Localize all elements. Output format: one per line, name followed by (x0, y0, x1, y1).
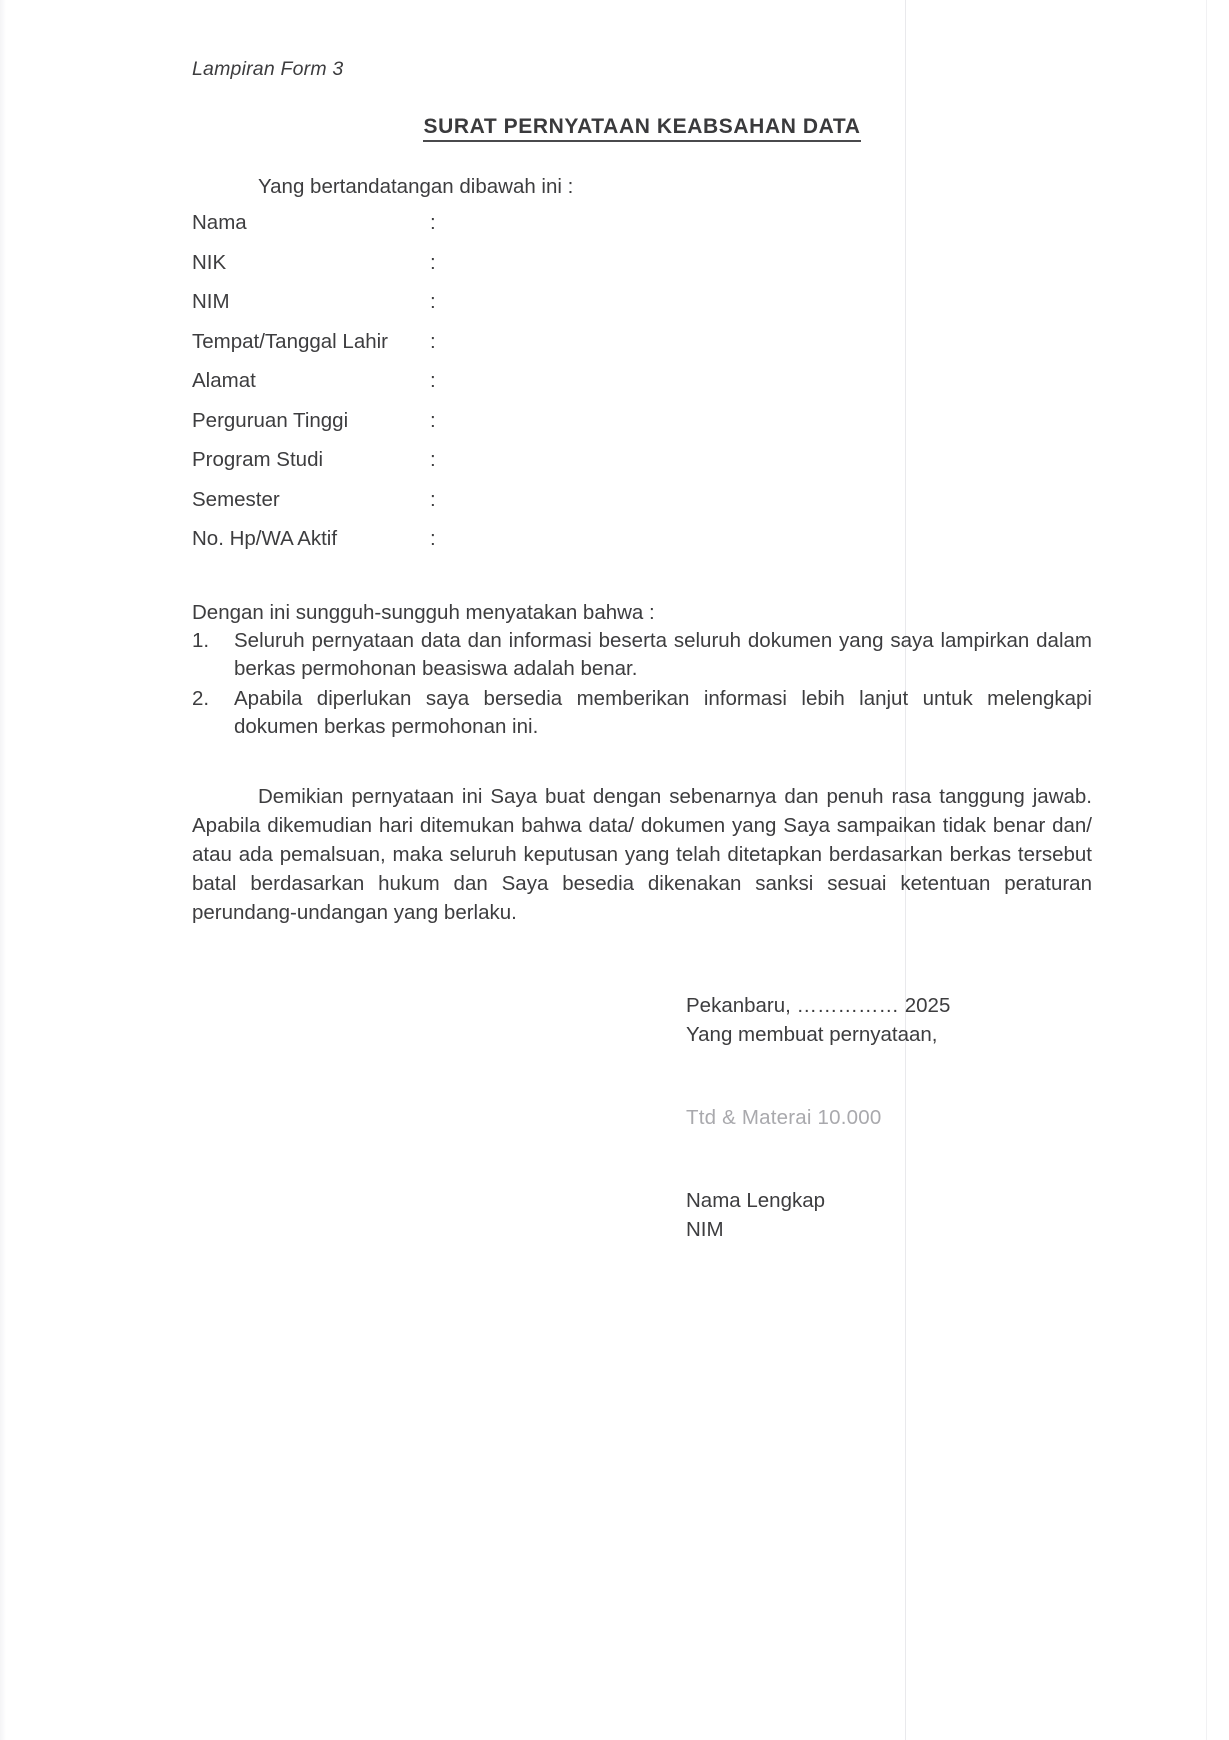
form-label: Lampiran Form 3 (192, 58, 344, 80)
field-colon: : (430, 250, 436, 274)
field-value[interactable] (460, 203, 840, 243)
field-value[interactable] (460, 322, 840, 362)
table-row (192, 519, 840, 559)
field-label: NIK (192, 250, 227, 274)
field-label: Alamat (192, 369, 256, 393)
signer-block (686, 1186, 1092, 1244)
identity-fields-table (192, 203, 840, 559)
table-row (192, 480, 840, 520)
scan-artifact-line (1206, 0, 1207, 1740)
document-body (192, 58, 1092, 1244)
signature-maker-line: Yang membuat pernyataan, (686, 1023, 938, 1047)
signature-place-date: Pekanbaru, …………… 2025 (686, 994, 951, 1018)
field-value[interactable] (460, 401, 840, 441)
signer-name: Nama Lengkap (686, 1188, 826, 1212)
list-item-text: Seluruh pernyataan data dan informasi beserta seluruh dokumen yang saya lampirkan dalam berkas permohonan beasiswa adalah benar. (234, 628, 1092, 680)
closing-paragraph: Demikian pernyataan ini Saya buat dengan sebenarnya dan penuh rasa tanggung jawab. Apabila dikemudian hari ditemukan bahwa data/ dokumen yang Saya sampaikan tidak benar dan/ atau ada pemalsuan, maka seluruh keputusan yang telah ditetapkan berdasarkan berkas tersebut batal berdasarkan hukum dan Saya besedia dikenakan sanksi sesuai ketentuan peraturan perundang-undangan yang berlaku. (192, 784, 1092, 925)
table-row (192, 361, 840, 401)
field-label: Tempat/Tanggal Lahir (192, 329, 389, 353)
field-colon: : (430, 290, 436, 314)
field-value[interactable] (460, 243, 840, 283)
table-row (192, 243, 840, 283)
table-row (192, 401, 840, 441)
field-colon: : (430, 369, 436, 393)
list-item (192, 685, 1092, 742)
field-value[interactable] (460, 282, 840, 322)
table-row (192, 203, 840, 243)
declaration-lead: Dengan ini sungguh-sungguh menyatakan bahwa : (192, 600, 655, 624)
field-value[interactable] (460, 361, 840, 401)
field-colon: : (430, 448, 436, 472)
field-label: No. Hp/WA Aktif (192, 527, 338, 551)
declaration-points (192, 627, 1092, 742)
signature-block (686, 991, 1092, 1049)
field-colon: : (430, 527, 436, 551)
signer-id: NIM (686, 1217, 724, 1241)
field-colon: : (430, 211, 436, 234)
field-label: Semester (192, 487, 280, 511)
table-row (192, 322, 840, 362)
field-label: Program Studi (192, 448, 324, 472)
field-value[interactable] (460, 519, 840, 559)
field-label: NIM (192, 290, 230, 314)
scan-edge-shadow (0, 0, 6, 1740)
field-label: Perguruan Tinggi (192, 408, 349, 432)
table-row (192, 282, 840, 322)
field-colon: : (430, 329, 436, 353)
document-title-text: SURAT PERNYATAAN KEABSAHAN DATA (423, 115, 860, 142)
list-item-number: 2. (192, 687, 210, 711)
table-row (192, 440, 840, 480)
list-item-number: 1. (192, 628, 210, 652)
field-value[interactable] (460, 440, 840, 480)
field-label: Nama (192, 211, 247, 234)
field-value[interactable] (460, 480, 840, 520)
list-item (192, 627, 1092, 684)
field-colon: : (430, 487, 436, 511)
list-item-text: Apabila diperlukan saya bersedia memberikan informasi lebih lanjut untuk melengkapi dokumen berkas permohonan ini. (234, 687, 1092, 739)
intro-line: Yang bertandatangan dibawah ini : (258, 175, 574, 198)
field-colon: : (430, 408, 436, 432)
stamp-note: Ttd & Materai 10.000 (686, 1105, 882, 1129)
document-title (192, 115, 1092, 139)
